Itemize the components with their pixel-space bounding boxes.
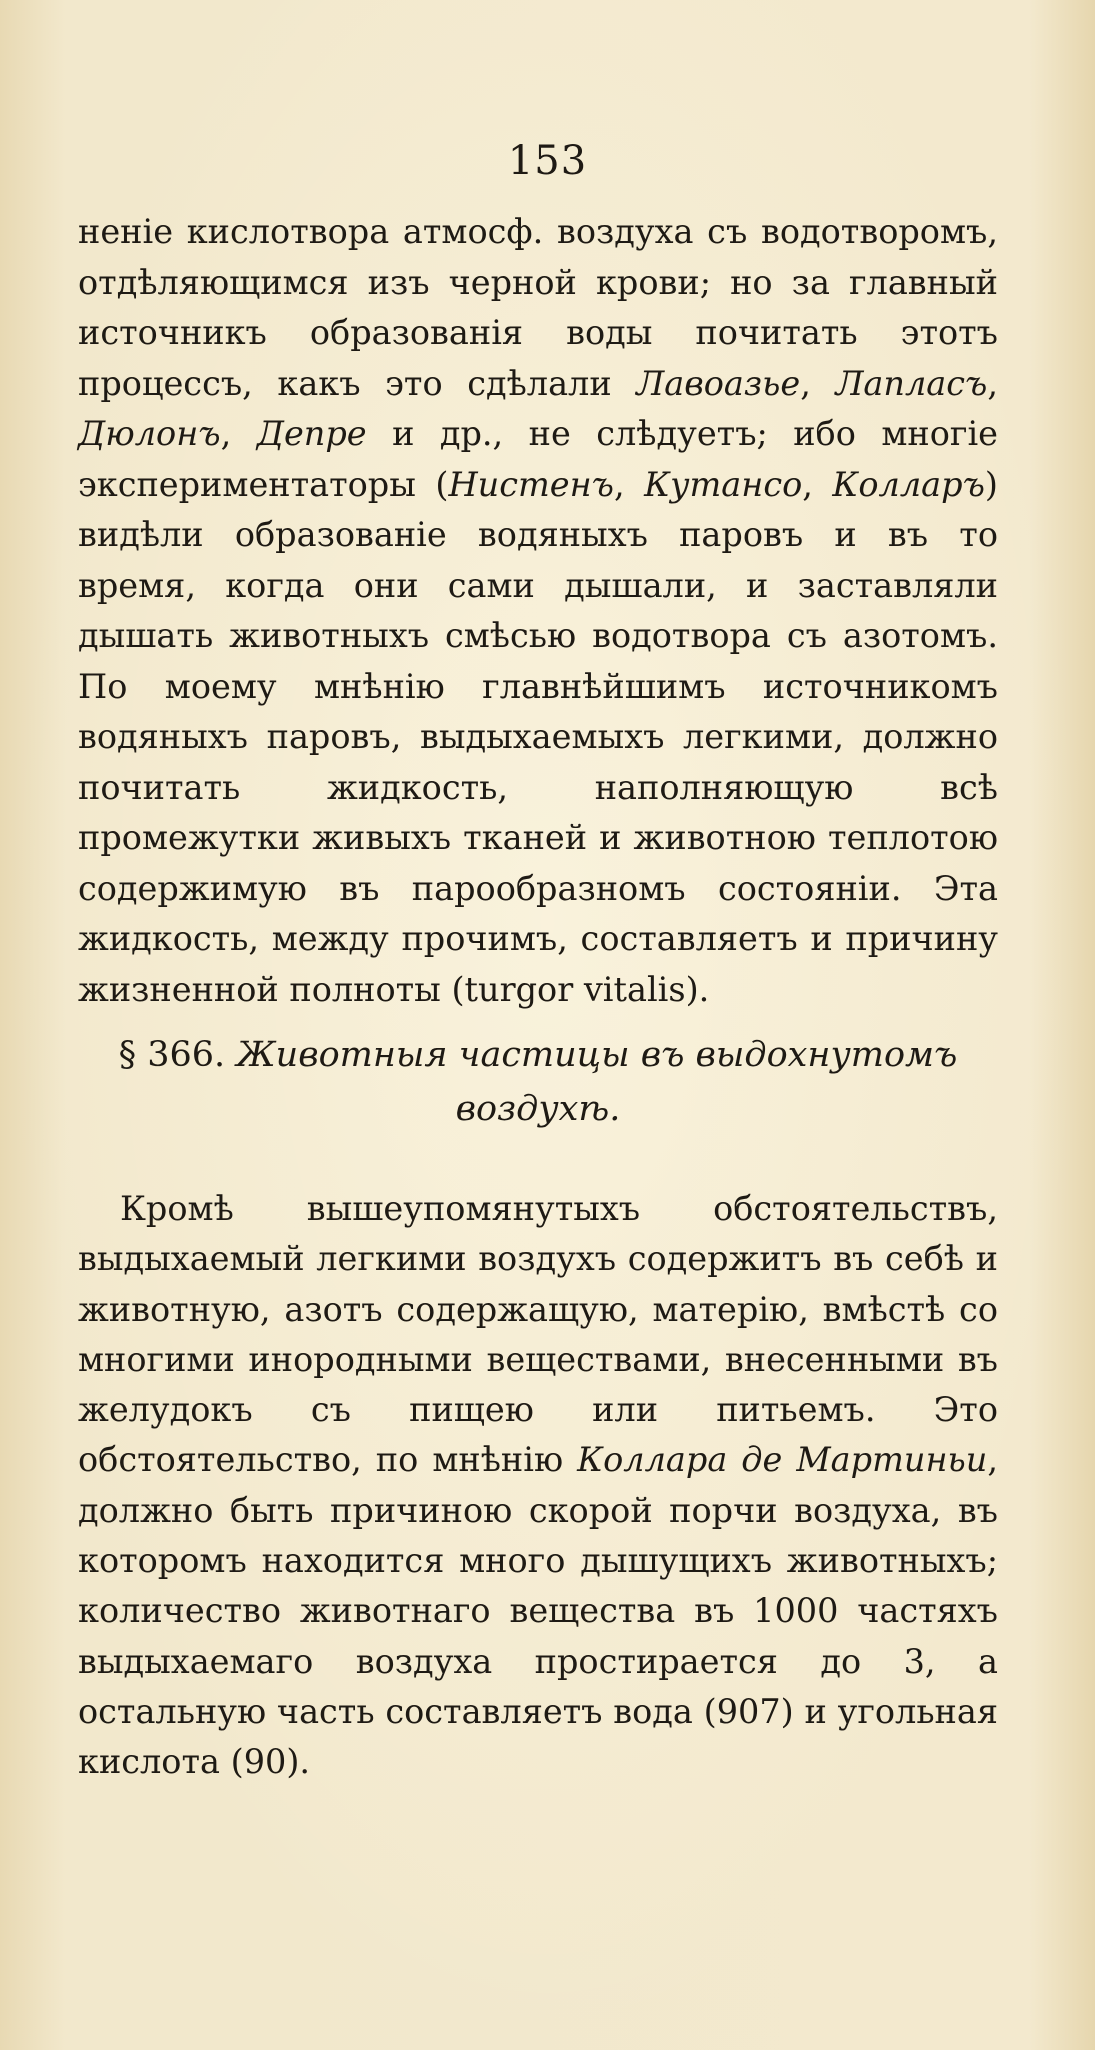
author-name: Лапласъ xyxy=(835,363,988,403)
page-number: 153 xyxy=(507,138,588,184)
section-title: Животныя частицы въ выдохнутомъ воздухѣ. xyxy=(236,1035,958,1129)
section-number: § 366. xyxy=(118,1035,226,1075)
text-segment: , xyxy=(802,464,833,504)
text-segment: , xyxy=(614,464,645,504)
author-name: Колларъ xyxy=(832,464,985,504)
section-heading xyxy=(78,1028,998,1136)
author-name: Нистенъ xyxy=(448,464,615,504)
author-name: Депре xyxy=(256,414,367,453)
paragraph-respiration-water xyxy=(78,207,998,1015)
text-segment: неніе кислотвора атмосф. воздуха съ водотворомъ, отдѣляющимся изъ черной крови; но за главный источникъ образованія воды почитать этотъ процессъ, какъ это сдѣлали xyxy=(78,212,998,403)
author-name: Лавоазье xyxy=(636,363,801,403)
text-segment: , xyxy=(800,363,836,403)
text-segment: , xyxy=(220,414,257,453)
paragraph-animal-particles xyxy=(78,1184,998,1788)
author-name: Дюлонъ xyxy=(78,414,221,453)
text-segment: Кромѣ вышеупомянутыхъ обстоятельствъ, выдыхаемый легкими воздухъ содержитъ въ себѣ и животную, азотъ содержащую, матерію, вмѣстѣ со многими инородными веществами, внесенными въ желудокъ съ пищею или питьемъ. Это обстоятельство, по мнѣнію xyxy=(78,1189,998,1480)
text-segment: ) видѣли образованіе водяныхъ паровъ и въ то время, когда они сами дышали, и заставляли дышать животныхъ смѣсью водотвора съ азотомъ. По моему мнѣнію главнѣйшимъ источникомъ водяныхъ паровъ, выдыхаемыхъ легкими, должно почитать жидкость, наполняющую всѣ промежутки живыхъ тканей и животною теплотою содержимую въ парообразномъ состояніи. Эта жидкость, между прочимъ, составляетъ и причину жизненной полноты (turgor vitalis). xyxy=(78,464,998,1009)
text-segment: , xyxy=(987,363,998,403)
text-segment: , должно быть причиною скорой порчи воздуха, въ которомъ находится много дышущихъ животныхъ; количество животнаго вещества въ 1000 частяхъ выдыхаемаго воздуха простирается до 3, а остальную часть составляетъ вода (907) и угольная кислота (90). xyxy=(78,1440,998,1782)
author-name: Кутансо xyxy=(644,464,803,504)
text-segment: и др., не слѣдуетъ; ибо многіе экспериментаторы ( xyxy=(78,414,998,504)
author-name: Коллара де Мартиньи xyxy=(577,1440,988,1480)
